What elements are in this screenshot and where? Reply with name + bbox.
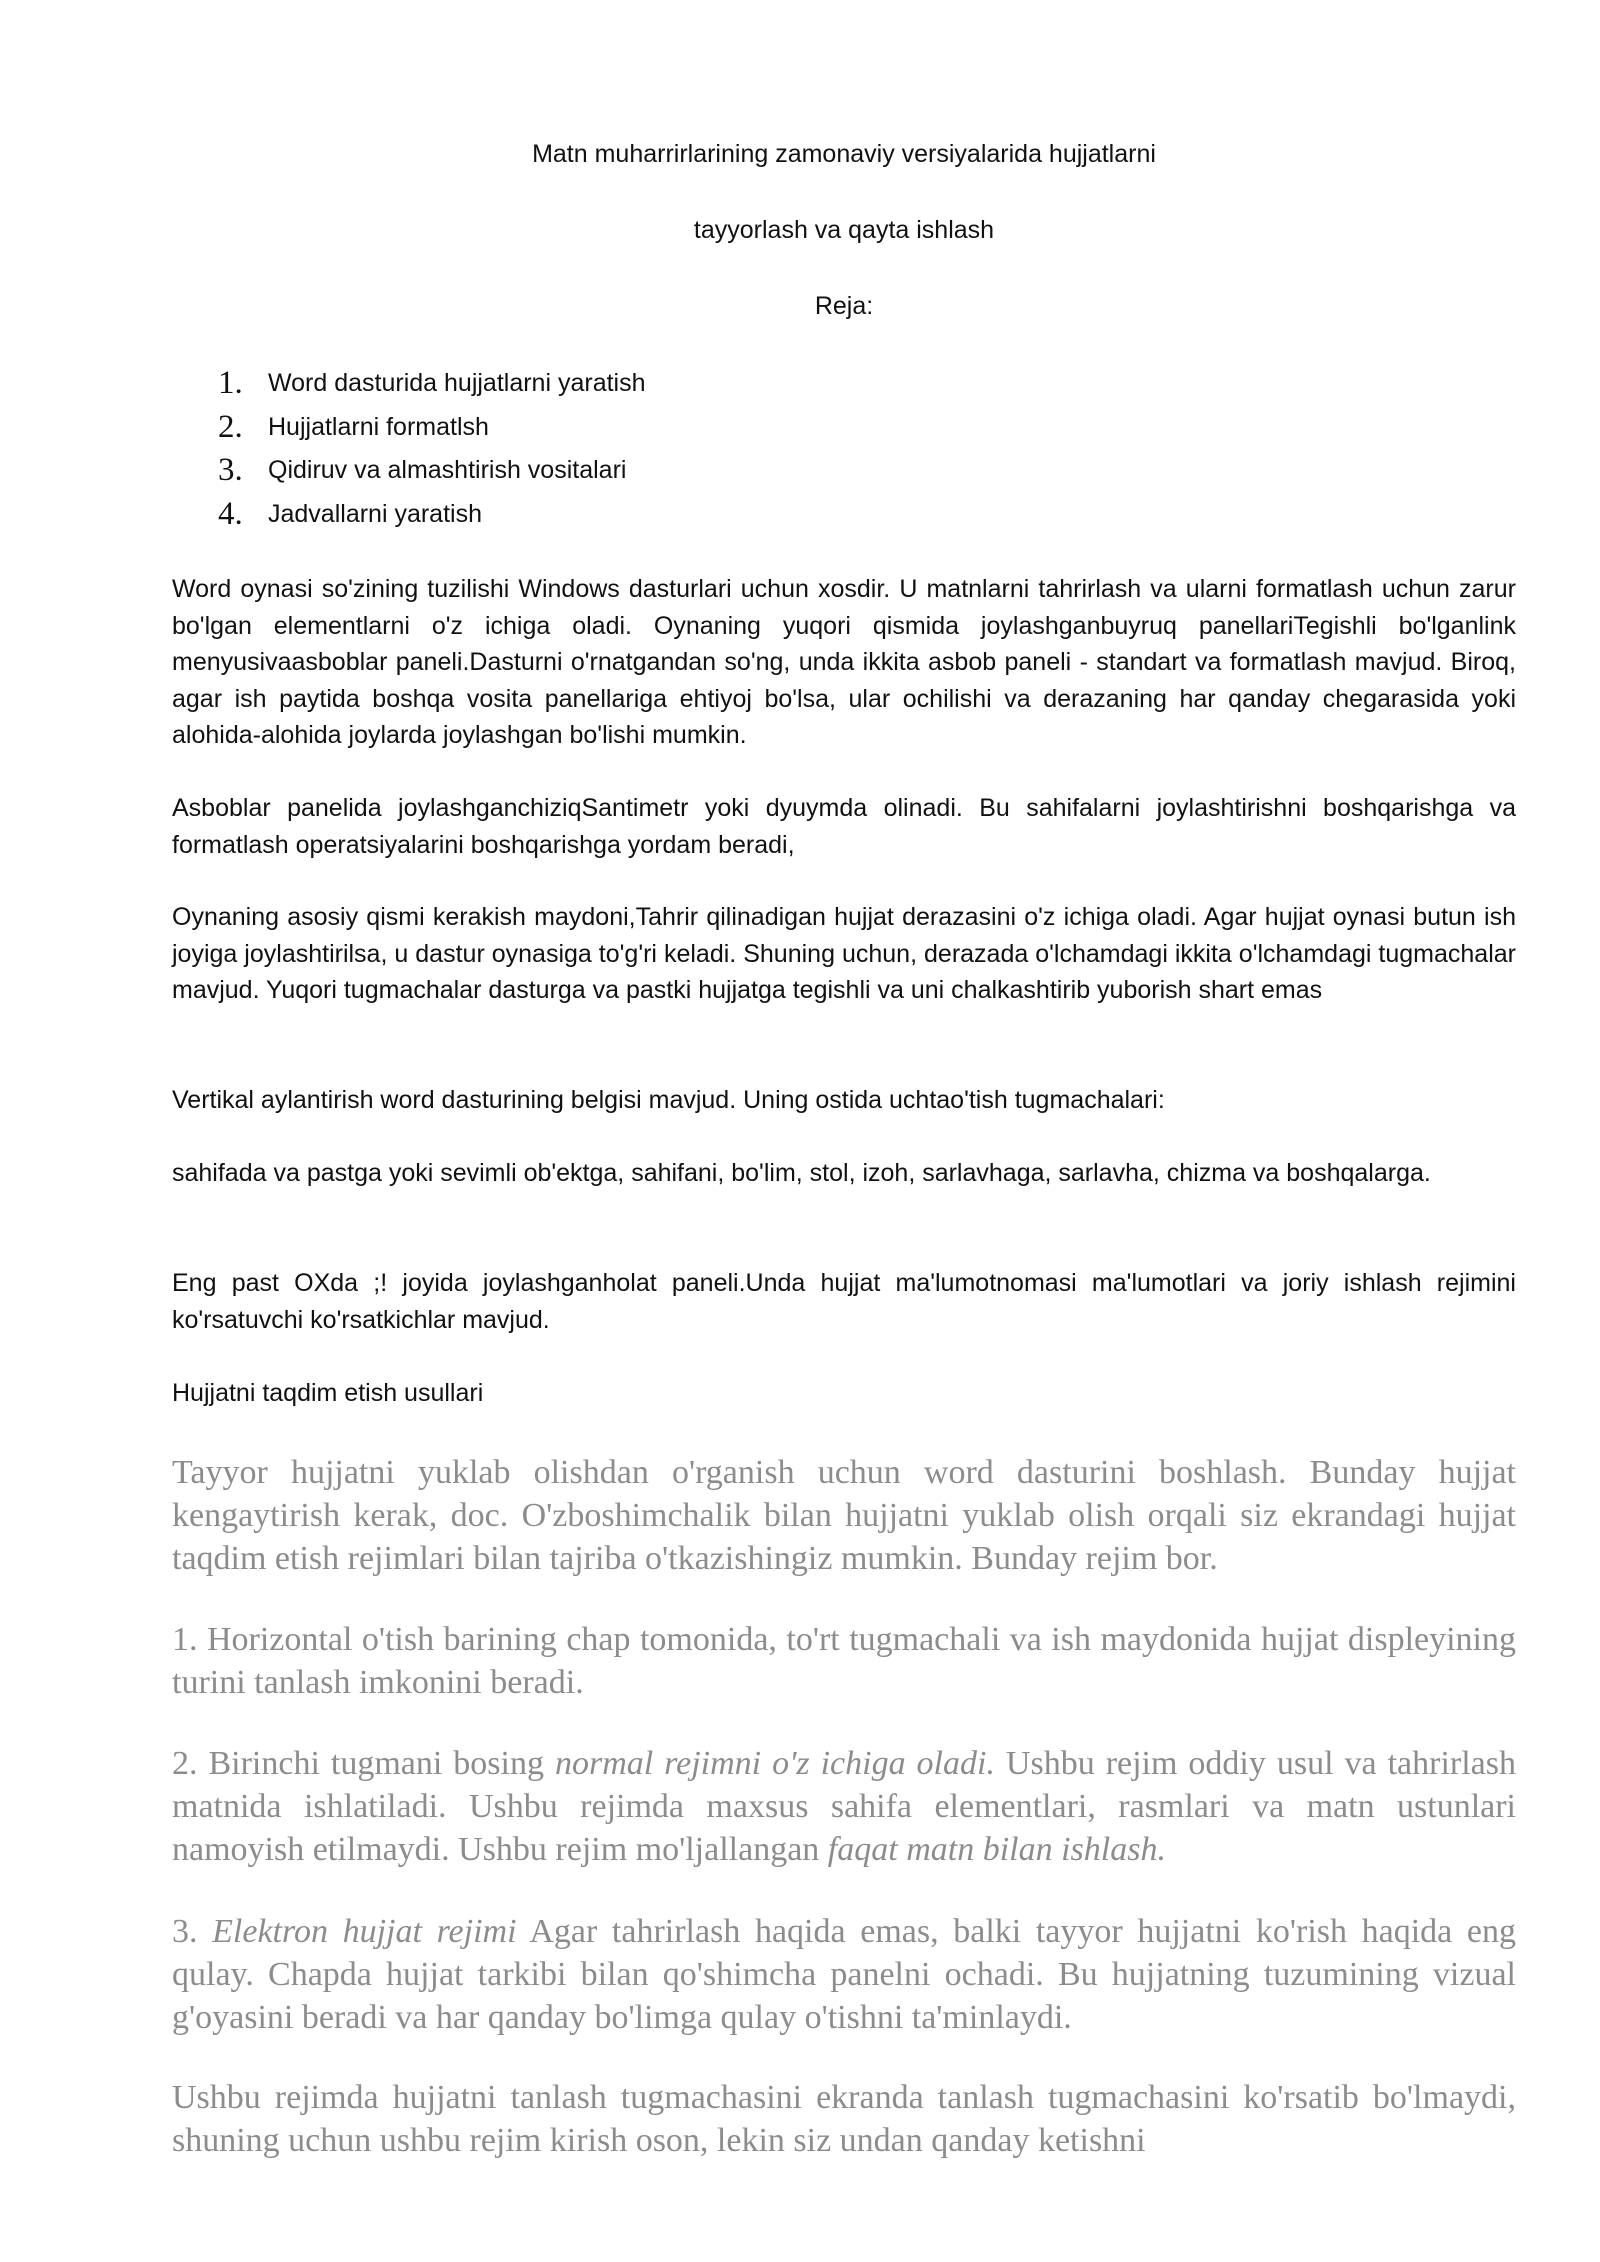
plan-heading: Reja: xyxy=(814,292,874,320)
plan-item-text: Jadvallarni yaratish xyxy=(268,499,482,528)
plan-item-text: Word dasturida hujjatlarni yaratish xyxy=(268,369,646,398)
plan-item xyxy=(218,493,646,537)
section-heading-view-modes: Hujjatni taqdim etish usullari xyxy=(172,1379,484,1407)
serif-paragraph-document-selection: Ushbu rejimda hujjatni tanlash tugmachasini ekranda tanlash tugmachasini ko'rsatib bo'lmaydi, shuning uchun ushbu rejim kirish oson, lekin siz undan qanday ketishni xyxy=(172,2079,1516,2159)
plan-item-number: 2. xyxy=(218,408,243,445)
plan-item xyxy=(218,449,646,493)
plan-item-text: Qidiruv va almashtirish vositalari xyxy=(268,456,627,485)
paragraph-status-bar: Eng past OXda ;! joyida joylashganholat paneli.Unda hujjat ma'lumotnomasi ma'lumotlari va joriy ishlash rejimini ko'rsatuvchi ko'rsatkichlar mavjud. xyxy=(172,1269,1516,1334)
italic-text-run: faqat matn bilan ishlash. xyxy=(827,1831,1166,1868)
italic-text-run: Elektron hujjat rejimi xyxy=(212,1913,517,1950)
paragraph-vertical-scroll: Vertikal aylantirish word dasturining belgisi mavjud. Uning ostida uchtao'tish tugmachalari: xyxy=(172,1086,1165,1114)
serif-paragraph-item-3 xyxy=(172,1910,1516,2039)
plan-item-number: 1. xyxy=(218,365,243,402)
document-title-line-1: Matn muharrirlarining zamonaviy versiyalarida hujjatlarni xyxy=(532,140,1156,168)
plan-item-text: Hujjatlarni formatlsh xyxy=(268,412,489,441)
serif-paragraph-item-2 xyxy=(172,1742,1516,1871)
paragraph-navigation-targets: sahifada va pastga yoki sevimli ob'ektga, sahifani, bo'lim, stol, izoh, sarlavhaga, sarlavha, chizma va boshqalarga. xyxy=(172,1159,1431,1187)
text-run: 3. xyxy=(172,1913,213,1950)
plan-item xyxy=(218,362,646,406)
serif-paragraph-item-1: 1. Horizontal o'tish barining chap tomonida, to'rt tugmachali va ish maydonida hujjat displeyining turini tanlash imkonini beradi. xyxy=(172,1621,1516,1701)
plan-list xyxy=(218,362,646,536)
text-run: Ushbu rejim oddiy usul va tahrirlash matnida ishlatiladi. Ushbu rejimda maxsus sahifa elementlari, rasmlari va matn ustunlari namoyish etilmaydi. Ushbu rejim mo'ljallangan xyxy=(172,1745,1516,1868)
document-title-line-2: tayyorlash va qayta ishlash xyxy=(693,216,995,244)
italic-text-run: normal rejimni o'z ichiga oladi. xyxy=(554,1745,995,1782)
plan-item-number: 3. xyxy=(218,452,243,489)
paragraph-work-area: Oynaning asosiy qismi kerakish maydoni,Tahrir qilinadigan hujjat derazasini o'z ichiga oladi. Agar hujjat oynasi butun ish joyiga joylashtirilsa, u dastur oynasiga to'g'ri keladi. Shuning uchun, derazada o'lchamdagi ikkita o'lchamdagi tugmachalar mavjud. Yuqori tugmachalar dasturga va pastki hujjatga tegishli va uni chalkashtirib yuborish shart emas xyxy=(172,903,1516,1004)
serif-paragraph-intro: Tayyor hujjatni yuklab olishdan o'rganish uchun word dasturini boshlash. Bunday hujjat kengaytirish kerak, doc. O'zboshimchalik bilan hujjatni yuklab olish orqali siz ekrandagi hujjat taqdim etish rejimlari bilan tajriba o'tkazishingiz mumkin. Bunday rejim bor. xyxy=(172,1454,1516,1577)
plan-item-number: 4. xyxy=(218,495,243,532)
text-run: 2. Birinchi tugmani bosing xyxy=(172,1745,555,1782)
text-run: Agar tahrirlash haqida emas, balki tayyor hujjatni ko'rish haqida eng qulay. Chapda hujjat tarkibi bilan qo'shimcha panelni ochadi. Bu hujjatning tuzumining vizual g'oyasini beradi va har qanday bo'limga qulay o'tishni ta'minlaydi. xyxy=(172,1913,1517,2036)
paragraph-word-window: Word oynasi so'zining tuzilishi Windows dasturlari uchun xosdir. U matnlarni tahrirlash va ularni formatlash uchun zarur bo'lgan elementlarni o'z ichiga oladi. Oynaning yuqori qismida joylashganbuyruq panellariTegishli bo'lganlink menyusivaasboblar paneli.Dasturni o'rnatgandan so'ng, unda ikkita asbob paneli - standart va formatlash mavjud. Biroq, agar ish paytida boshqa vosita panellariga ehtiyoj bo'lsa, ular ochilishi va derazaning har qanday chegarasida yoki alohida-alohida joylarda joylashgan bo'lishi mumkin. xyxy=(172,575,1516,749)
paragraph-toolbar-ruler: Asboblar panelida joylashganchiziqSantimetr yoki dyuymda olinadi. Bu sahifalarni joylashtirishni boshqarishga va formatlash operatsiyalarini boshqarishga yordam beradi, xyxy=(172,794,1516,859)
plan-item xyxy=(218,406,646,450)
